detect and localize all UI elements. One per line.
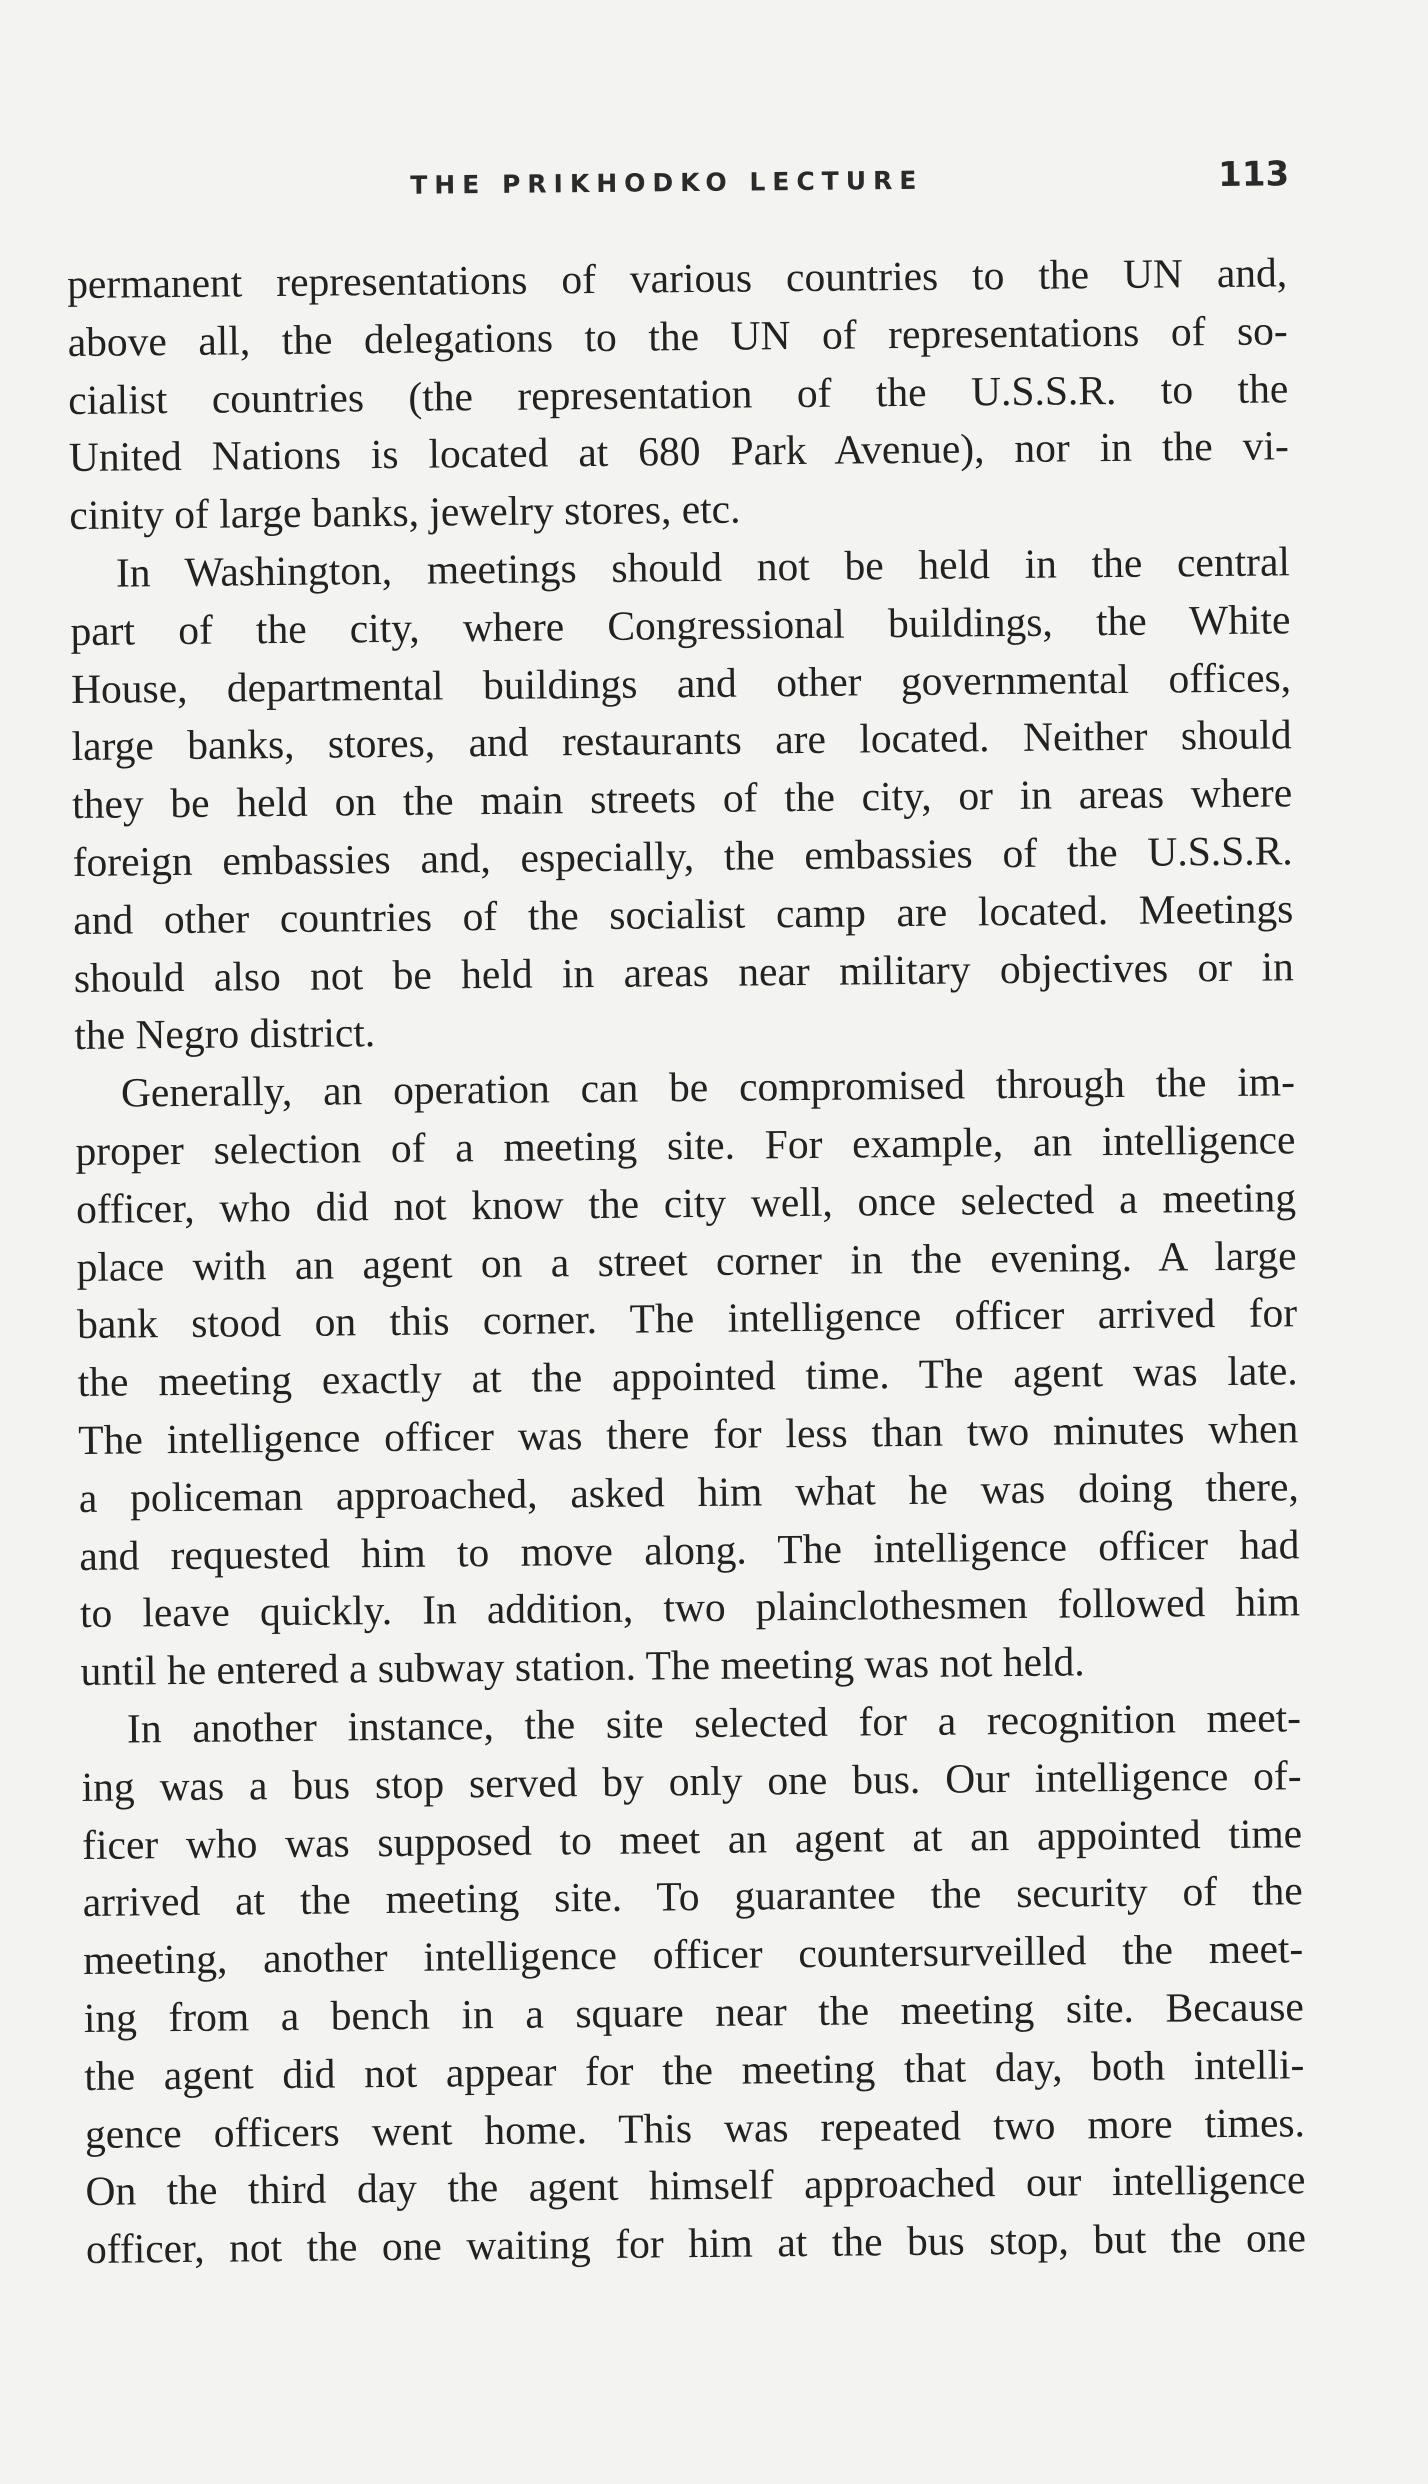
text-line: place with an agent on a street corner in the evening. A large <box>76 1231 1297 1290</box>
text-line: a policeman approached, asked him what he was doing there, <box>78 1463 1299 1521</box>
paragraph <box>67 244 1290 545</box>
text-line: House, departmental buildings and other governmental offices, <box>70 653 1292 712</box>
text-line: the agent did not appear for the meeting that day, both intelli- <box>84 2040 1305 2099</box>
text-line: In Washington, meetings should not be held in the central <box>115 538 1291 596</box>
text-line: and other countries of the socialist camp are located. Meetings <box>73 885 1294 943</box>
text-line: should also not be held in areas near military objectives or in <box>73 942 1295 1001</box>
text-line: they be held on the main streets of the city, or in areas where <box>71 769 1293 828</box>
paragraph <box>81 1689 1306 2279</box>
text-line: ing from a bench in a square near the meeting site. Because <box>83 1983 1304 2041</box>
text-line: part of the city, where Congressional buildings, the White <box>70 596 1291 654</box>
text-line: cialist countries (the representation of the U.S.S.R. to the <box>68 364 1289 423</box>
text-line: gence officers went home. This was repeated two more times. <box>84 2098 1306 2157</box>
body-text <box>67 244 1306 2279</box>
text-line: cinity of large banks, jewelry stores, etc. <box>69 485 741 539</box>
text-line: In another instance, the site selected for a recognition meet- <box>126 1694 1302 1752</box>
page-number: 113 <box>1217 154 1290 195</box>
text-line: Generally, an operation can be compromised through the im- <box>120 1058 1296 1116</box>
text-line: ing was a bus stop served by only one bus. Our intelligence of- <box>81 1751 1302 1810</box>
text-line: permanent representations of various countries to the UN and, <box>66 249 1288 308</box>
text-line: The intelligence officer was there for less than two minutes when <box>78 1405 1299 1463</box>
text-line: and requested him to move along. The intelligence officer had <box>79 1520 1300 1579</box>
text-line: to leave quickly. In addition, two plainclothesmen followed him <box>79 1578 1301 1637</box>
text-line: the Negro district. <box>74 1009 376 1059</box>
text-line: United Nations is located at 680 Park Avenue), nor in the vi- <box>68 422 1290 481</box>
paragraph <box>70 533 1295 1065</box>
running-header: THE PRIKHODKO LECTURE <box>410 165 924 200</box>
text-line: On the third day the agent himself approached our intelligence <box>85 2156 1306 2215</box>
text-line: arrived at the meeting site. To guarantee the security of the <box>82 1867 1303 1926</box>
text-line: officer, not the one waiting for him at the bus stop, but the one <box>85 2214 1307 2273</box>
text-line: meeting, another intelligence officer countersurveilled the meet- <box>83 1925 1304 1984</box>
text-line: foreign embassies and, especially, the embassies of the U.S.S.R. <box>72 827 1293 885</box>
text-line: officer, who did not know the city well, once selected a meeting <box>75 1174 1297 1232</box>
text-line: the meeting exactly at the appointed time. The agent was late. <box>77 1347 1298 1406</box>
text-line: proper selection of a meeting site. For example, an intelligence <box>75 1116 1296 1174</box>
text-line: ficer who was supposed to meet an agent at an appointed time <box>81 1809 1303 1868</box>
text-line: large banks, stores, and restaurants are located. Neither should <box>71 711 1292 770</box>
text-line: until he entered a subway station. The meeting was not held. <box>80 1638 1085 1695</box>
paragraph <box>75 1053 1301 1700</box>
text-line: bank stood on this corner. The intelligence officer arrived for <box>76 1289 1298 1348</box>
text-line: above all, the delegations to the UN of representations of so- <box>67 307 1288 365</box>
